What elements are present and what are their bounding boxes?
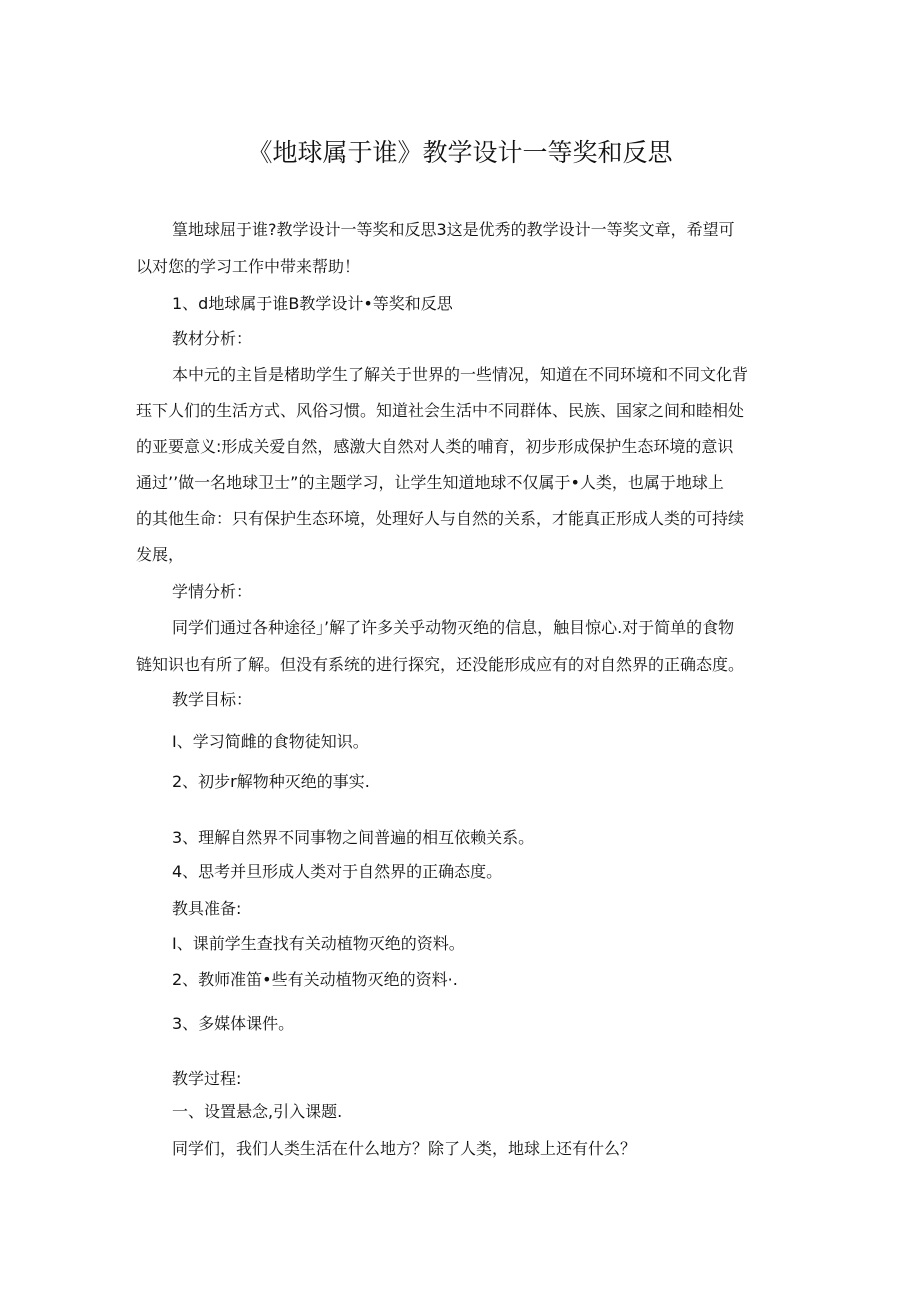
- paragraph-line: 通过’’做一名地球卫士”的主题学习，让学生知道地球不仅属于•人类，也属于地球上: [136, 473, 724, 492]
- list-item: 3、多媒体课件。: [172, 1014, 295, 1033]
- section-heading: 教学过程:: [172, 1069, 242, 1088]
- paragraph-line: 同学们通过各种途径」’解了许多关乎动物灭绝的信息，触目惊心.对于简单的食物: [172, 618, 735, 637]
- section-heading: 学情分析：: [172, 582, 253, 601]
- paragraph-line: 以对您的学习工作中带来帮助！: [136, 257, 361, 276]
- section-heading: 教学目标：: [172, 690, 253, 709]
- paragraph-line: 的其他生命：只有保护生态环境，处理好人与自然的关系，才能真正形成人类的可持续: [136, 509, 745, 528]
- section-heading: 教具准备:: [172, 899, 242, 918]
- paragraph-line: 链知识也有所了解。但没有系统的进行探究，还没能形成应有的对自然界的正确态度。: [136, 655, 745, 674]
- paragraph-line: 的亚要意义:形成关爱自然，感激大自然对人类的哺育，初步形成保护生态环境的意识: [136, 437, 734, 456]
- paragraph-line: 本中元的主旨是楮助学生了解关于世界的一些情况，知道在不同环境和不同文化背: [172, 365, 749, 384]
- list-item: I、课前学生查找有关动植物灭绝的资料。: [172, 934, 465, 953]
- list-item: 2、教师准笛•些有关动植物灭绝的资料·.: [172, 970, 458, 989]
- section-line: 1、d地球属于谁B教学设计•等奖和反思: [172, 294, 453, 313]
- paragraph-line: 篁地球屈于谁?教学设计一等奖和反思3这是优秀的教学设计一等奖文章，希望可: [172, 220, 735, 239]
- section-heading: 教材分析：: [172, 329, 253, 348]
- subsection-heading: 一、设置悬念,引入课题.: [172, 1102, 343, 1121]
- paragraph-line: 同学们，我们人类生活在什么地方？除了人类，地球上还有什么？: [172, 1139, 637, 1158]
- list-item: 4、思考并旦形成人类对于自然界的正确态度。: [172, 862, 503, 881]
- list-item: 2、初步r解物种灭绝的事实.: [172, 772, 370, 791]
- paragraph-line: 发展，: [136, 545, 185, 564]
- list-item: 3、理解自然界不同事物之间普遍的相互依赖关系。: [172, 828, 535, 847]
- paragraph-line: 珏下人们的生活方式、风俗习惯。知道社会生活中不同群体、民族、国家之间和睦相处: [136, 401, 745, 420]
- list-item: I、学习简雌的食物徒知识。: [172, 732, 369, 751]
- document-title: 《地球属于谁》教学设计一等奖和反思: [247, 138, 673, 167]
